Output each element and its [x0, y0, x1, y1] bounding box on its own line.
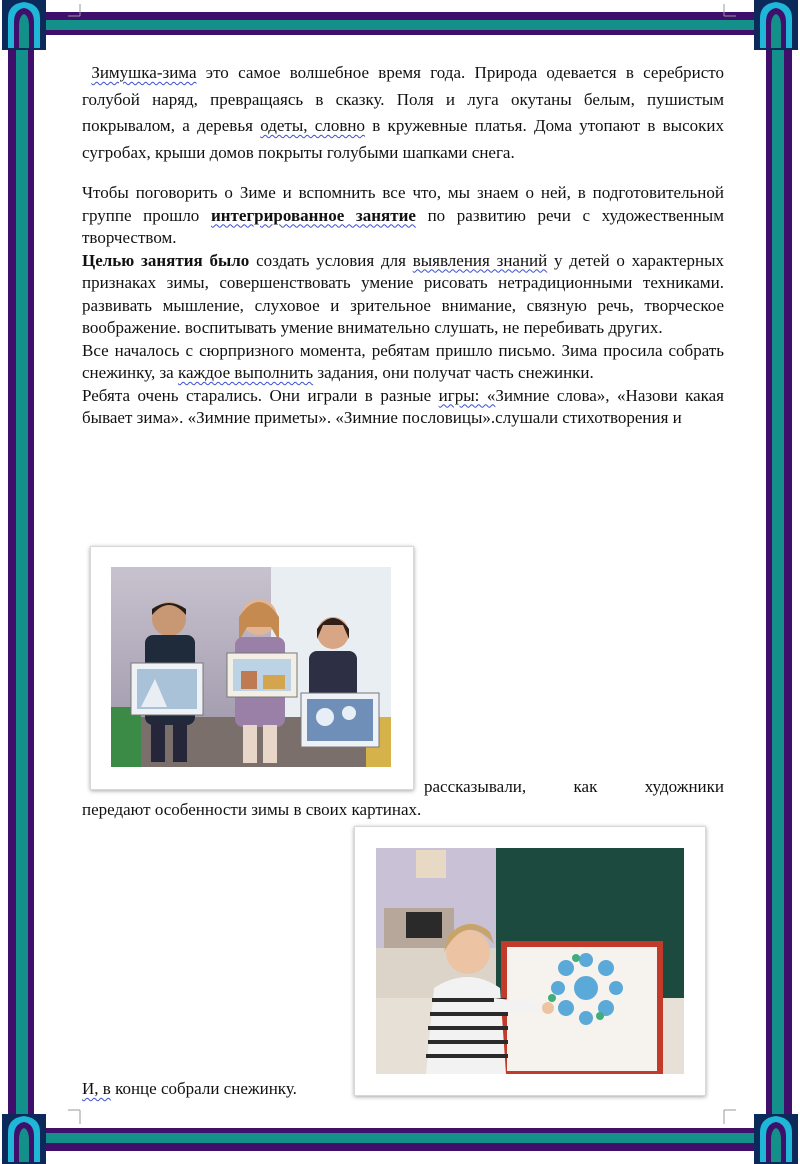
underlined-word: одеты, словно	[260, 116, 365, 135]
text-run: Все началось с сюрпризного момента, ребятам пришло письмо. Зима просила собрать снежинку, за	[82, 340, 724, 382]
underlined-word: И, в	[82, 1079, 111, 1098]
text-run: Ребята очень старались. Они играли в разные	[82, 385, 439, 405]
paragraph-goal	[82, 250, 724, 340]
bold-phrase: Целью занятия было	[82, 250, 250, 270]
photo-image	[376, 848, 684, 1074]
text-run: задания, они получат часть снежинки.	[313, 363, 594, 382]
underlined-word: каждое выполнить	[177, 363, 314, 382]
paragraph-games	[82, 385, 724, 430]
text-run: у детей о характерных признаках зимы, совершенствовать умение рисовать нетрадиционными техниками. развивать мышление, слуховое и зрительное внимание, связную речь, творческое воображение. воспитывать умение внимательно слушать, не перебивать других.	[82, 250, 725, 337]
text-run: Чтобы поговорить о Зиме и вспомнить все что, мы знаем о ней, в подготовительной группе прошло	[82, 183, 724, 225]
bold-underlined-phrase: интегрированное занятие	[210, 205, 416, 225]
photo-image	[111, 567, 391, 767]
paragraph-intro	[82, 60, 724, 166]
text-run: создать условия для	[249, 250, 413, 270]
corner-ornament	[2, 0, 46, 50]
document-body	[82, 60, 724, 430]
underlined-word: выявления знаний	[412, 250, 548, 270]
underlined-word: игры: «	[438, 385, 496, 405]
text-line: передают особенности зимы в своих картинах.	[82, 799, 422, 819]
text-run: Зимние слова», «Назови какая бывает зима». «Зимние приметы». «Зимние пословицы».слушали стихотворения и	[82, 385, 724, 427]
text-run: по развитию речи с художественным творчеством.	[82, 205, 724, 247]
text-run: в кружевные платья. Дома утопают в высоких сугробах, крыши домов покрыты голубыми шапками снега.	[82, 116, 724, 162]
paragraph-artists	[82, 776, 724, 821]
paragraph-surprise	[82, 340, 724, 385]
text-run: конце собрали снежинку.	[110, 1079, 297, 1098]
text-line: рассказывали, как художники	[424, 777, 724, 796]
paragraph-final	[82, 1078, 352, 1101]
paragraph-lesson	[82, 182, 724, 250]
text-run: это самое волшебное время года. Природа одевается в серебристо голубой наряд, превращаясь в сказку. Поля и луга окутаны белым, пушистым покрывалом, а деревья	[82, 63, 725, 135]
photo-girl-painting	[354, 826, 706, 1096]
photo-children-with-pictures	[90, 546, 414, 790]
underlined-word: Зимушка-зима	[91, 63, 197, 82]
